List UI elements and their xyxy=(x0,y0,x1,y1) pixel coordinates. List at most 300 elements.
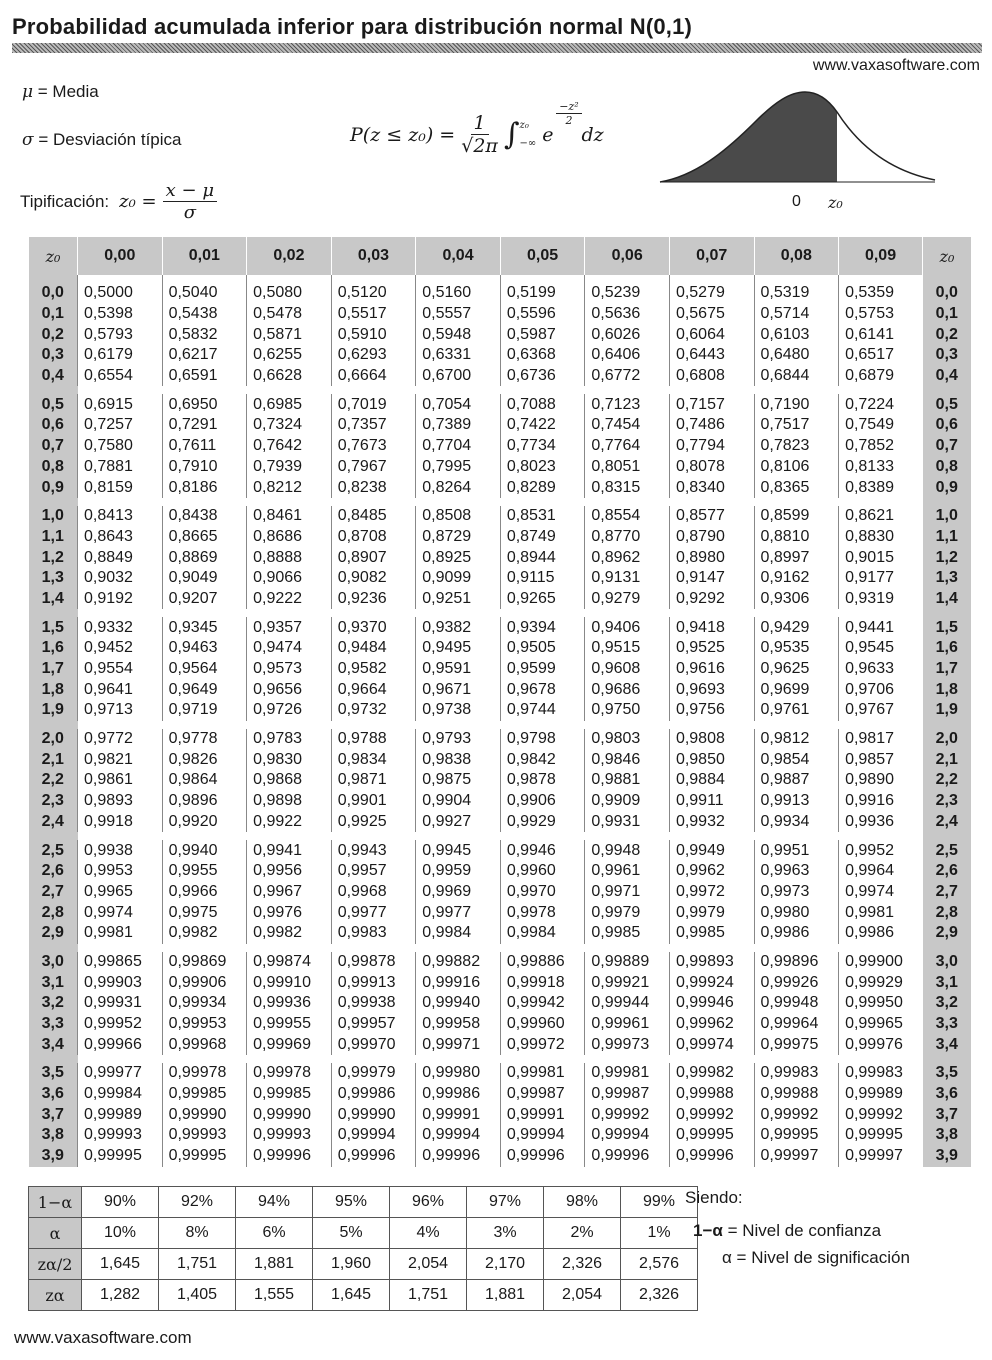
probability-cell: 0,9803 xyxy=(585,729,670,750)
table-row xyxy=(29,304,972,325)
table-row xyxy=(29,638,972,659)
spacer-cell xyxy=(29,721,78,729)
probability-cell: 0,9808 xyxy=(669,729,754,750)
probability-cell: 0,9974 xyxy=(78,902,163,923)
probability-cell: 0,9115 xyxy=(500,568,585,589)
confidence-cell: 5% xyxy=(313,1218,390,1249)
row-z-label: 0,8 xyxy=(29,457,78,478)
probability-cell: 0,99985 xyxy=(162,1084,247,1105)
probability-cell: 0,9525 xyxy=(669,638,754,659)
probability-cell: 0,9884 xyxy=(669,770,754,791)
probability-cell: 0,99931 xyxy=(78,993,163,1014)
probability-cell: 0,9767 xyxy=(839,700,923,721)
probability-cell: 0,9893 xyxy=(78,791,163,812)
probability-cell: 0,9911 xyxy=(669,791,754,812)
probability-cell: 0,9744 xyxy=(500,700,585,721)
probability-cell: 0,9965 xyxy=(78,882,163,903)
probability-cell: 0,99996 xyxy=(669,1146,754,1167)
row-z-label-right: 1,2 xyxy=(923,547,972,568)
probability-cell: 0,7642 xyxy=(247,436,332,457)
probability-cell: 0,8621 xyxy=(839,506,923,527)
probability-cell: 0,6808 xyxy=(669,366,754,387)
probability-cell: 0,7995 xyxy=(416,457,501,478)
probability-cell: 0,6179 xyxy=(78,345,163,366)
probability-cell: 0,99882 xyxy=(416,952,501,973)
probability-cell: 0,99936 xyxy=(247,993,332,1014)
probability-cell: 0,9982 xyxy=(162,923,247,944)
probability-cell: 0,9649 xyxy=(162,679,247,700)
def-significance xyxy=(722,1248,910,1268)
probability-cell: 0,9857 xyxy=(839,749,923,770)
confidence-body xyxy=(29,1187,698,1311)
tip-formula xyxy=(119,180,217,223)
website-url-bottom[interactable]: www.vaxasoftware.com xyxy=(14,1328,192,1347)
probability-cell: 0,9713 xyxy=(78,700,163,721)
row-z-label-right: 1,6 xyxy=(923,638,972,659)
row-z-label: 0,1 xyxy=(29,304,78,325)
probability-cell: 0,8289 xyxy=(500,477,585,498)
probability-cell: 0,9625 xyxy=(754,659,839,680)
probability-cell: 0,9162 xyxy=(754,568,839,589)
probability-cell: 0,9901 xyxy=(331,791,416,812)
spacer-cell xyxy=(78,386,923,394)
probability-cell: 0,9474 xyxy=(247,638,332,659)
probability-cell: 0,99990 xyxy=(331,1104,416,1125)
probability-cell: 0,9927 xyxy=(416,812,501,833)
probability-cell: 0,7291 xyxy=(162,415,247,436)
probability-cell: 0,9032 xyxy=(78,568,163,589)
probability-cell: 0,99993 xyxy=(162,1125,247,1146)
probability-cell: 0,8078 xyxy=(669,457,754,478)
probability-cell: 0,9969 xyxy=(416,882,501,903)
table-header-row xyxy=(29,237,972,275)
probability-cell: 0,8925 xyxy=(416,547,501,568)
probability-cell: 0,8810 xyxy=(754,527,839,548)
probability-cell: 0,6517 xyxy=(839,345,923,366)
def1-symbol: 1−α xyxy=(693,1221,723,1240)
probability-cell: 0,9345 xyxy=(162,617,247,638)
probability-cell: 0,9394 xyxy=(500,617,585,638)
spacer-cell xyxy=(29,498,78,506)
probability-cell: 0,99997 xyxy=(754,1146,839,1167)
row-z-label-right: 0,8 xyxy=(923,457,972,478)
row-z-label-right: 1,5 xyxy=(923,617,972,638)
probability-cell: 0,7734 xyxy=(500,436,585,457)
probability-cell: 0,7157 xyxy=(669,394,754,415)
probability-cell: 0,5517 xyxy=(331,304,416,325)
exp-fraction xyxy=(556,100,581,127)
row-z-label: 3,0 xyxy=(29,952,78,973)
probability-cell: 0,99978 xyxy=(247,1063,332,1084)
table-row xyxy=(29,749,972,770)
probability-cell: 0,5832 xyxy=(162,324,247,345)
probability-cell: 0,99889 xyxy=(585,952,670,973)
probability-cell: 0,6950 xyxy=(162,394,247,415)
probability-cell: 0,99996 xyxy=(585,1146,670,1167)
table-row xyxy=(29,366,972,387)
probability-cell: 0,9834 xyxy=(331,749,416,770)
corner-label-right: z₀ xyxy=(923,237,972,275)
integral-lower: −∞ xyxy=(519,137,537,149)
probability-cell: 0,9975 xyxy=(162,902,247,923)
probability-cell: 0,8888 xyxy=(247,547,332,568)
probability-cell: 0,99996 xyxy=(416,1146,501,1167)
probability-cell: 0,7673 xyxy=(331,436,416,457)
group-spacer xyxy=(29,1055,972,1063)
col-header: 0,09 xyxy=(839,237,923,275)
probability-cell: 0,9099 xyxy=(416,568,501,589)
probability-cell: 0,5438 xyxy=(162,304,247,325)
probability-cell: 0,9515 xyxy=(585,638,670,659)
probability-cell: 0,99989 xyxy=(839,1084,923,1105)
probability-cell: 0,9955 xyxy=(162,861,247,882)
probability-cell: 0,5753 xyxy=(839,304,923,325)
col-header: 0,06 xyxy=(585,237,670,275)
confidence-cell: 1,751 xyxy=(159,1249,236,1280)
probability-cell: 0,6064 xyxy=(669,324,754,345)
probability-cell: 0,8554 xyxy=(585,506,670,527)
probability-cell: 0,99934 xyxy=(162,993,247,1014)
spacer-cell xyxy=(29,944,78,952)
confidence-cell: 95% xyxy=(313,1187,390,1218)
tip-lhs: z₀ = xyxy=(119,191,157,212)
probability-cell: 0,8665 xyxy=(162,527,247,548)
probability-cell: 0,99995 xyxy=(754,1125,839,1146)
probability-cell: 0,9686 xyxy=(585,679,670,700)
row-z-label: 1,6 xyxy=(29,638,78,659)
probability-cell: 0,99981 xyxy=(500,1063,585,1084)
probability-cell: 0,7357 xyxy=(331,415,416,436)
probability-cell: 0,8577 xyxy=(669,506,754,527)
row-z-label-right: 3,8 xyxy=(923,1125,972,1146)
confidence-cell: 2,326 xyxy=(621,1280,698,1311)
probability-cell: 0,9279 xyxy=(585,589,670,610)
probability-cell: 0,9932 xyxy=(669,812,754,833)
table-row xyxy=(29,477,972,498)
sigma-text: = Desviación típica xyxy=(33,130,182,149)
probability-cell: 0,9962 xyxy=(669,861,754,882)
row-z-label-right: 0,7 xyxy=(923,436,972,457)
website-url-top[interactable]: www.vaxasoftware.com xyxy=(812,57,980,74)
table-row xyxy=(29,345,972,366)
probability-cell: 0,99995 xyxy=(839,1125,923,1146)
spacer-cell xyxy=(923,1055,972,1063)
table-row xyxy=(29,1063,972,1084)
probability-cell: 0,9967 xyxy=(247,882,332,903)
group-spacer xyxy=(29,498,972,506)
probability-cell: 0,99893 xyxy=(669,952,754,973)
probability-cell: 0,9966 xyxy=(162,882,247,903)
probability-cell: 0,9906 xyxy=(500,791,585,812)
row-z-label: 0,0 xyxy=(29,275,78,304)
probability-cell: 0,8531 xyxy=(500,506,585,527)
probability-cell: 0,9961 xyxy=(585,861,670,882)
probability-cell: 0,99946 xyxy=(669,993,754,1014)
probability-cell: 0,5636 xyxy=(585,304,670,325)
spacer-cell xyxy=(78,498,923,506)
table-row xyxy=(29,952,972,973)
probability-cell: 0,99940 xyxy=(416,993,501,1014)
row-z-label: 0,6 xyxy=(29,415,78,436)
row-z-label-right: 1,0 xyxy=(923,506,972,527)
probability-cell: 0,9922 xyxy=(247,812,332,833)
row-z-label-right: 3,4 xyxy=(923,1034,972,1055)
probability-cell: 0,99886 xyxy=(500,952,585,973)
probability-cell: 0,99965 xyxy=(839,1014,923,1035)
confidence-cell: 10% xyxy=(82,1218,159,1249)
row-z-label-right: 3,3 xyxy=(923,1014,972,1035)
probability-cell: 0,9890 xyxy=(839,770,923,791)
probability-cell: 0,8186 xyxy=(162,477,247,498)
probability-cell: 0,9977 xyxy=(416,902,501,923)
probability-cell: 0,99878 xyxy=(331,952,416,973)
probability-cell: 0,5000 xyxy=(78,275,163,304)
probability-cell: 0,6915 xyxy=(78,394,163,415)
spacer-cell xyxy=(78,1055,923,1063)
probability-cell: 0,99984 xyxy=(78,1084,163,1105)
probability-cell: 0,9936 xyxy=(839,812,923,833)
probability-cell: 0,9981 xyxy=(839,902,923,923)
table-row xyxy=(29,527,972,548)
probability-cell: 0,99874 xyxy=(247,952,332,973)
probability-cell: 0,8686 xyxy=(247,527,332,548)
probability-cell: 0,99990 xyxy=(247,1104,332,1125)
probability-cell: 0,6217 xyxy=(162,345,247,366)
probability-cell: 0,99950 xyxy=(839,993,923,1014)
probability-cell: 0,7088 xyxy=(500,394,585,415)
probability-cell: 0,9756 xyxy=(669,700,754,721)
probability-cell: 0,8962 xyxy=(585,547,670,568)
siendo-label: Siendo: xyxy=(685,1188,743,1207)
spacer-cell xyxy=(78,721,923,729)
probability-cell: 0,7549 xyxy=(839,415,923,436)
probability-cell: 0,9535 xyxy=(754,638,839,659)
table-row xyxy=(29,275,972,304)
probability-cell: 0,99960 xyxy=(500,1014,585,1035)
col-header: 0,07 xyxy=(669,237,754,275)
row-z-label-right: 3,5 xyxy=(923,1063,972,1084)
table-row xyxy=(29,882,972,903)
spacer-cell xyxy=(78,944,923,952)
probability-cell: 0,5080 xyxy=(247,275,332,304)
probability-cell: 0,9332 xyxy=(78,617,163,638)
probability-cell: 0,99966 xyxy=(78,1034,163,1055)
formula-num: 1 xyxy=(471,112,489,135)
table-row xyxy=(29,1084,972,1105)
confidence-cell: 92% xyxy=(159,1187,236,1218)
probability-cell: 0,9177 xyxy=(839,568,923,589)
probability-cell: 0,5279 xyxy=(669,275,754,304)
row-z-label-right: 0,0 xyxy=(923,275,972,304)
row-z-label-right: 3,6 xyxy=(923,1084,972,1105)
table-row xyxy=(29,861,972,882)
probability-cell: 0,99989 xyxy=(78,1104,163,1125)
table-row xyxy=(29,770,972,791)
probability-cell: 0,7019 xyxy=(331,394,416,415)
probability-cell: 0,8790 xyxy=(669,527,754,548)
probability-cell: 0,99926 xyxy=(754,972,839,993)
probability-cell: 0,9441 xyxy=(839,617,923,638)
row-z-label-right: 0,5 xyxy=(923,394,972,415)
probability-cell: 0,9978 xyxy=(500,902,585,923)
probability-cell: 0,7486 xyxy=(669,415,754,436)
probability-cell: 0,99910 xyxy=(247,972,332,993)
probability-cell: 0,9406 xyxy=(585,617,670,638)
row-z-label: 2,9 xyxy=(29,923,78,944)
table-row xyxy=(29,679,972,700)
confidence-cell: 99% xyxy=(621,1187,698,1218)
probability-cell: 0,5319 xyxy=(754,275,839,304)
spacer-cell xyxy=(923,498,972,506)
confidence-cell: 8% xyxy=(159,1218,236,1249)
probability-cell: 0,9131 xyxy=(585,568,670,589)
exp-num: −z² xyxy=(556,100,581,114)
probability-cell: 0,99993 xyxy=(78,1125,163,1146)
probability-cell: 0,9357 xyxy=(247,617,332,638)
probability-cell: 0,7704 xyxy=(416,436,501,457)
formula-exponential xyxy=(542,99,579,146)
probability-cell: 0,8708 xyxy=(331,527,416,548)
def1-text: = Nivel de confianza xyxy=(722,1221,882,1240)
probability-cell: 0,99955 xyxy=(247,1014,332,1035)
table-row xyxy=(29,1125,972,1146)
exp-base: e xyxy=(542,123,554,146)
table-row xyxy=(29,729,972,750)
probability-cell: 0,6480 xyxy=(754,345,839,366)
probability-cell: 0,9973 xyxy=(754,882,839,903)
table-row xyxy=(29,840,972,861)
row-z-label: 3,9 xyxy=(29,1146,78,1167)
probability-cell: 0,99929 xyxy=(839,972,923,993)
probability-cell: 0,99992 xyxy=(754,1104,839,1125)
probability-cell: 0,9846 xyxy=(585,749,670,770)
probability-cell: 0,9904 xyxy=(416,791,501,812)
probability-cell: 0,99993 xyxy=(247,1125,332,1146)
probability-cell: 0,9918 xyxy=(78,812,163,833)
row-z-label-right: 2,6 xyxy=(923,861,972,882)
probability-cell: 0,99988 xyxy=(754,1084,839,1105)
confidence-cell: 2% xyxy=(544,1218,621,1249)
probability-cell: 0,9949 xyxy=(669,840,754,861)
probability-cell: 0,99992 xyxy=(839,1104,923,1125)
probability-cell: 0,9793 xyxy=(416,729,501,750)
sigma-symbol: σ xyxy=(22,130,34,150)
probability-cell: 0,8599 xyxy=(754,506,839,527)
probability-cell: 0,6736 xyxy=(500,366,585,387)
probability-cell: 0,99985 xyxy=(247,1084,332,1105)
probability-cell: 0,6879 xyxy=(839,366,923,387)
normal-curve-figure xyxy=(655,82,940,192)
probability-cell: 0,99948 xyxy=(754,993,839,1014)
probability-cell: 0,99900 xyxy=(839,952,923,973)
probability-cell: 0,9564 xyxy=(162,659,247,680)
probability-cell: 0,7910 xyxy=(162,457,247,478)
table-row xyxy=(29,506,972,527)
probability-cell: 0,5160 xyxy=(416,275,501,304)
probability-cell: 0,9484 xyxy=(331,638,416,659)
probability-cell: 0,7611 xyxy=(162,436,247,457)
probability-cell: 0,9452 xyxy=(78,638,163,659)
probability-cell: 0,9265 xyxy=(500,589,585,610)
table-row xyxy=(29,589,972,610)
probability-cell: 0,9608 xyxy=(585,659,670,680)
table-row xyxy=(29,700,972,721)
probability-cell: 0,99996 xyxy=(331,1146,416,1167)
probability-cell: 0,8389 xyxy=(839,477,923,498)
probability-cell: 0,7224 xyxy=(839,394,923,415)
probability-cell: 0,99869 xyxy=(162,952,247,973)
probability-cell: 0,9582 xyxy=(331,659,416,680)
probability-cell: 0,9981 xyxy=(78,923,163,944)
probability-cell: 0,9678 xyxy=(500,679,585,700)
probability-cell: 0,9985 xyxy=(669,923,754,944)
probability-cell: 0,7324 xyxy=(247,415,332,436)
confidence-cell: 1,881 xyxy=(236,1249,313,1280)
probability-cell: 0,5871 xyxy=(247,324,332,345)
probability-cell: 0,99973 xyxy=(585,1034,670,1055)
probability-cell: 0,5987 xyxy=(500,324,585,345)
probability-cell: 0,99977 xyxy=(78,1063,163,1084)
probability-cell: 0,9875 xyxy=(416,770,501,791)
row-z-label-right: 2,1 xyxy=(923,749,972,770)
probability-cell: 0,99988 xyxy=(669,1084,754,1105)
group-spacer xyxy=(29,832,972,840)
table-body xyxy=(29,275,972,1167)
confidence-cell: 3% xyxy=(467,1218,544,1249)
probability-cell: 0,99976 xyxy=(839,1034,923,1055)
row-z-label: 1,0 xyxy=(29,506,78,527)
probability-cell: 0,8643 xyxy=(78,527,163,548)
probability-cell: 0,9985 xyxy=(585,923,670,944)
probability-cell: 0,7967 xyxy=(331,457,416,478)
probability-cell: 0,9878 xyxy=(500,770,585,791)
table-row xyxy=(29,1146,972,1167)
probability-cell: 0,9938 xyxy=(78,840,163,861)
probability-cell: 0,9656 xyxy=(247,679,332,700)
probability-cell: 0,99975 xyxy=(754,1034,839,1055)
probability-cell: 0,6103 xyxy=(754,324,839,345)
row-z-label-right: 0,9 xyxy=(923,477,972,498)
probability-cell: 0,9671 xyxy=(416,679,501,700)
group-spacer xyxy=(29,609,972,617)
probability-cell: 0,9940 xyxy=(162,840,247,861)
formula-den: √2π xyxy=(461,135,498,157)
row-z-label-right: 2,8 xyxy=(923,902,972,923)
row-z-label-right: 3,9 xyxy=(923,1146,972,1167)
row-z-label: 3,5 xyxy=(29,1063,78,1084)
row-z-label-right: 0,1 xyxy=(923,304,972,325)
exp-den: 2 xyxy=(565,113,573,127)
probability-cell: 0,9986 xyxy=(754,923,839,944)
probability-cell: 0,9732 xyxy=(331,700,416,721)
def2-text: = Nivel de significación xyxy=(731,1248,910,1267)
table-row xyxy=(29,547,972,568)
probability-cell: 0,99990 xyxy=(162,1104,247,1125)
probability-cell: 0,9916 xyxy=(839,791,923,812)
probability-cell: 0,99994 xyxy=(331,1125,416,1146)
probability-cell: 0,9957 xyxy=(331,861,416,882)
probability-cell: 0,9306 xyxy=(754,589,839,610)
probability-cell: 0,99994 xyxy=(416,1125,501,1146)
probability-cell: 0,8023 xyxy=(500,457,585,478)
probability-cell: 0,5199 xyxy=(500,275,585,304)
probability-cell: 0,99991 xyxy=(416,1104,501,1125)
probability-cell: 0,6772 xyxy=(585,366,670,387)
probability-cell: 0,7939 xyxy=(247,457,332,478)
probability-cell: 0,5398 xyxy=(78,304,163,325)
confidence-row xyxy=(29,1280,698,1311)
probability-cell: 0,99906 xyxy=(162,972,247,993)
